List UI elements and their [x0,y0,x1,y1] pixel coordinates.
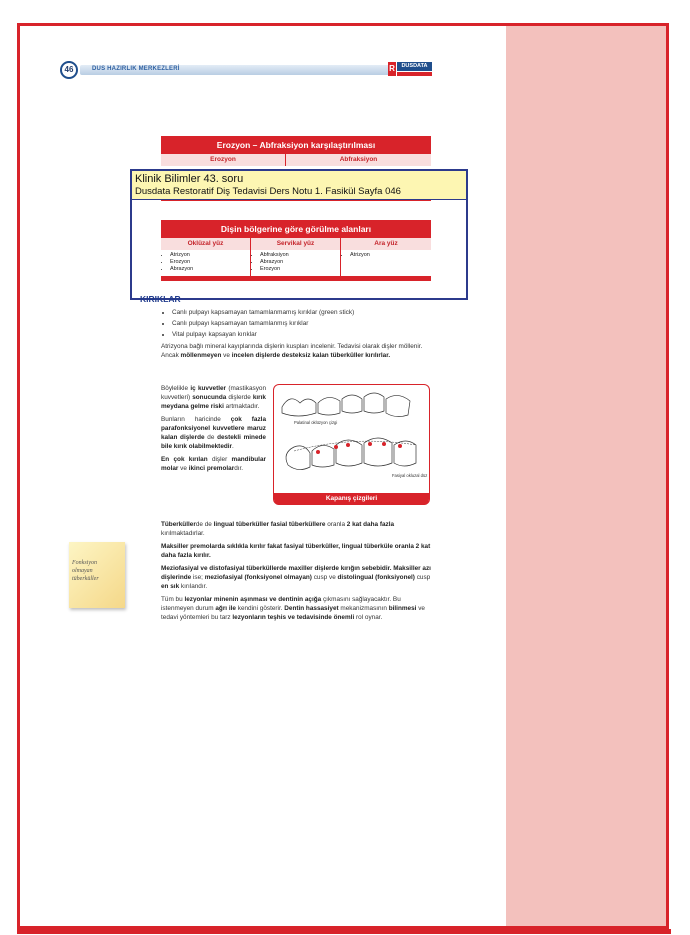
text-run: ise; [191,574,205,581]
table-title: Dişin bölgerine göre görülme alanları [161,220,431,238]
paragraph [161,564,431,591]
text-run: oranla [325,521,347,528]
list-item: • Canlı pulpayı kapsamayan tamamlanmamış kırıklar (green stick) [172,308,431,317]
text-run: cusp [414,574,431,581]
text-run: . [232,443,234,450]
list-item: • Erozyon [260,266,340,273]
section-title: KIRIKLAR [140,294,181,304]
annotation-line-2: Dusdata Restoratif Diş Tedavisi Ders Notu 1. Fasikül Sayfa 046 [135,186,401,197]
table-header-cell: Oklüzal yüz [161,238,251,250]
list-item: • Atrizyon [170,252,250,259]
text-run: En çok kırılan [161,456,208,463]
text-run: ağrı ile [215,605,236,612]
text-run: Dentin hassasiyet [284,605,339,612]
fractures-intro [161,308,431,360]
paragraph [161,455,266,473]
list-item: • Abrazyon [170,266,250,273]
text-run: (mastikasyon kuvvetleri) [161,385,266,401]
occlusion-figure [273,384,430,505]
list-item: • Abfraksiyon [260,252,340,259]
text-run: kırılmaktadırlar. [161,530,205,537]
text-run: kendini gösterir. [235,605,285,612]
text-run: meziofasiyal (fonksiyonel olmayan) [204,574,312,581]
text-run: rol oynar. [354,614,383,621]
table-header-cell: Ara yüz [374,240,398,247]
text-run: dişlerde [226,394,253,401]
text-run: kırık meydana gelme riski [161,394,266,410]
annotation-line-1: Klinik Bilimler 43. soru [135,173,244,185]
text-run: lingual tüberküller fasial tüberküllere [213,521,326,528]
sticky-note-text [72,559,99,583]
text-run: sonucunda [192,394,227,401]
text-run: lezyonların teşhis ve tedavisinde önemli [232,614,355,621]
page-header [60,61,432,79]
logo-letter: R [388,62,396,76]
figure-label: Fasiyal okluzal düz [392,473,428,478]
page-number: 46 [60,61,78,79]
list-item: • Atrizyon [350,252,431,259]
text-run: çok fazla parafonksiyonel kuvvetlere maruz kalan dişlerde [161,416,266,441]
text-run: dır. [234,465,244,472]
text-run: mekanizmasının [338,605,389,612]
text-run: artmaktadır. [223,403,260,410]
text-run: destekli minede bile kırık olabilmektedir [161,434,266,450]
text-run: möllenmeyen [180,352,222,359]
paragraph [161,415,266,451]
header-title: DUS HAZIRLIK MERKEZLERİ [92,66,180,72]
annotation-label [132,171,466,200]
paragraph [161,542,431,560]
paragraph [161,384,266,411]
text-run: Maksiller premolarda sıklıkla kırılır fakat fasiyal tüberküller, lingual tüberküle oranla 2 kat daha fazla kırılır. [161,543,431,559]
text-run: Böylelikle [161,385,191,392]
text-run: çıkmasını sağlayacaktır. Bu istenmeyen durum [161,596,401,612]
table-title: Erozyon – Abfraksiyon karşılaştırılması [161,136,431,154]
list-item: • Vital pulpayı kapsayan kırıklar [172,330,431,339]
text-run: 2 kat daha fazla [346,521,395,528]
text-run: Tüm bu [161,596,185,603]
figure-label: Palatinal oklüzyon çizgi [294,420,338,425]
bottom-bar [17,929,671,934]
text-run: en sık [161,583,180,590]
logo-underline [397,72,432,76]
text-run: de de [195,521,214,528]
fracture-types-list [161,308,431,339]
figure-caption: Kapanış çizgileri [274,493,429,505]
text-run: Meziofasiyal ve distofasiyal tüberküllerde maxiller dişlerde kırığın sebebidir. Maksiller azı dişlerinde [161,565,431,581]
table-header-cell: Servikal yüz [251,238,341,250]
text-run: cusp ve [311,574,338,581]
text-run: Tüberküller [161,521,196,528]
sticky-line: olmayan [72,568,93,574]
text-run: ve [221,352,232,359]
annotation-box [130,169,468,300]
table-header-cell: Erozyon [161,154,286,166]
sticky-line: tüberküller [72,576,99,582]
paragraph [161,342,431,360]
text-run: bilinmesi [388,605,417,612]
text-run: dişler [207,456,232,463]
logo-text: DUSDATA [397,62,432,71]
left-column [161,384,266,473]
body-text [161,520,431,622]
text-run: Atrizyona bağlı mineral kayıplarında dişlerin kuspları incelenir. Tedavisi olarak dişler möllenir. Ancak [161,343,423,359]
text-run: iç kuvvetler [190,385,227,392]
text-run: distolingual (fonksiyonel) [337,574,415,581]
text-run: ve [178,465,189,472]
text-run: incelen dişlerde desteksiz kalan tüberküller kırılırlar. [231,352,391,359]
text-run: mandibular molar [161,456,266,472]
text-run: Bunların haricinde [161,416,231,423]
sticky-line: Fonksiyon [72,560,97,566]
list-item: • Canlı pulpayı kapsamayan tamamlanmış kırıklar [172,319,431,328]
text-run: lezyonlar minenin aşınması ve dentinin açığa [184,596,322,603]
table-header-row [161,154,431,166]
paragraph [161,520,431,538]
sticky-note [69,542,125,608]
text-run: ikinci premolar [188,465,235,472]
text-run: kırılandır. [179,583,208,590]
list-item: • Abrazyon [260,259,340,266]
list-item: • Erozyon [170,259,250,266]
text-run: ve tedavi yöntemleri bu tarz [161,605,425,621]
paragraph [161,595,431,622]
table-header-cell: Abfraksiyon [339,156,378,163]
dusdata-logo [388,61,432,79]
text-run: de [204,434,218,441]
